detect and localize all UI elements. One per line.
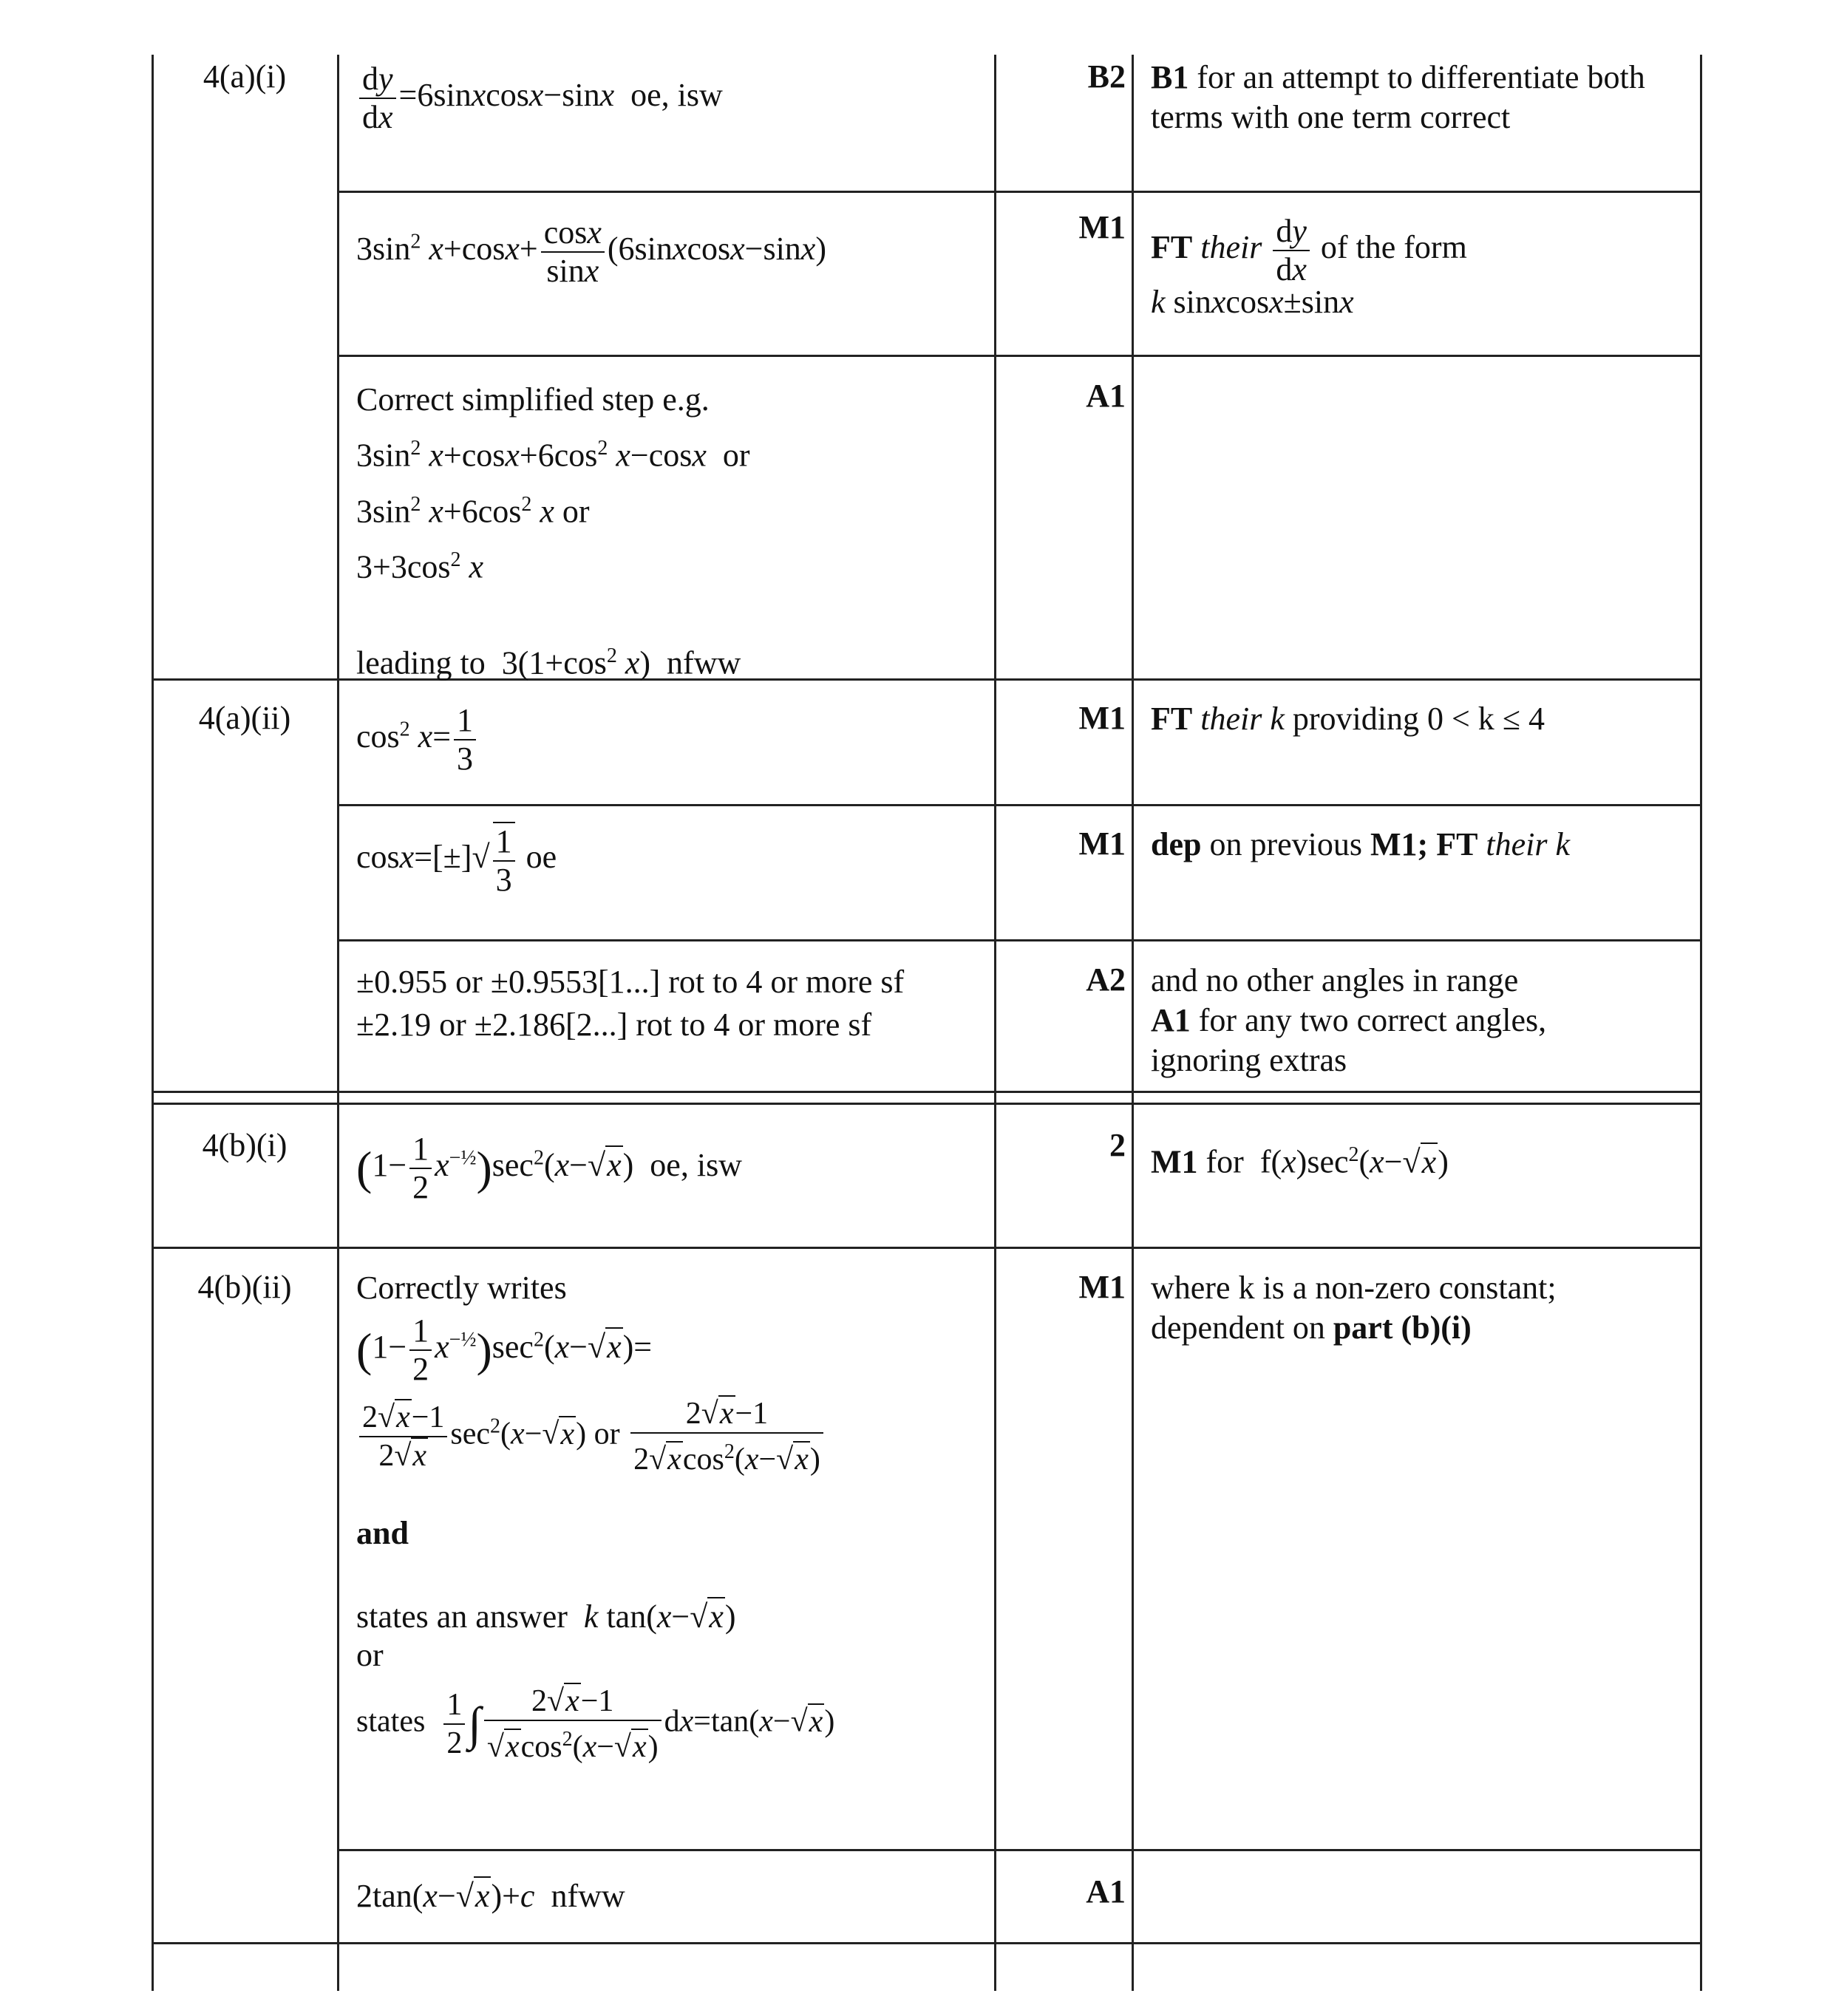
answer-line: leading to $3(1+\cos^2$ x) nfww xyxy=(356,644,741,681)
answer-line: ±2.19 or ±2.186[2...] rot to 4 or more sf xyxy=(356,1007,872,1043)
question-number: 4(b)(ii) xyxy=(197,1269,292,1305)
mark-code: B2 xyxy=(1087,58,1126,95)
guidance-cell: M1 for $f(x)\sec^2(x-√x)$ xyxy=(1151,1143,1449,1180)
column-divider-2 xyxy=(994,55,996,1991)
row-divider xyxy=(152,1942,1702,1944)
mark-code: A1 xyxy=(1086,1873,1126,1910)
answer-cell: $\frac{dy}{dx}$ =6sinxcosx−sinx oe, isw xyxy=(356,61,984,136)
table-border-left xyxy=(152,55,154,1991)
mark-code: A1 xyxy=(1086,378,1126,414)
answer-cell: cosx=[±]√ $\frac{1}{3}$ oe xyxy=(356,823,557,898)
answer-cell xyxy=(356,375,984,688)
mark-code: A2 xyxy=(1086,961,1126,998)
guidance-cell: where k is a non-zero constant; dependent on part (b)(i) xyxy=(1151,1270,1557,1346)
fraction: $\frac{\cos x}{\sin x}$ xyxy=(541,214,605,290)
answer-line: Correctly writes xyxy=(356,1270,567,1306)
answer-cell: $3\sin^2$ x+cosx+ $\frac{\cos x}{\sin x}$ (6sinxcosx−sinx) xyxy=(356,214,826,289)
guidance-cell: FT their $\frac{dy}{dx}$ of the form k sinxcosx±sinx xyxy=(1151,213,1467,320)
row-divider xyxy=(337,355,1702,357)
guidance-cell: dep on previous M1; FT their k xyxy=(1151,826,1571,862)
column-divider-1 xyxy=(337,55,339,1991)
column-divider-3 xyxy=(1132,55,1134,1991)
guidance-cell: B1 for an attempt to differentiate both terms with one term correct xyxy=(1151,59,1645,135)
section-divider xyxy=(152,1091,1702,1093)
answer-line: and xyxy=(356,1515,409,1551)
fraction: $\frac{1}{3}$ xyxy=(454,702,476,777)
answer-line: $3\sin^2$ $x+6\cos^2$ x or xyxy=(356,492,590,530)
answer-line: ±0.955 or ±0.9553[1...] rot to 4 or more sf xyxy=(356,964,905,1000)
section-divider xyxy=(152,1103,1702,1105)
mark-code: 2 xyxy=(1109,1127,1126,1163)
answer-line: $\frac{2√x-1}{2√x}$ $\sec^2(x-√x)$ or $\frac{2√x-1}{2√xcos^2(x-√x)}$ xyxy=(356,1395,984,1478)
answer-cell xyxy=(356,961,984,1046)
mark-code: M1 xyxy=(1078,825,1126,862)
answer-line: or xyxy=(356,1637,384,1673)
guidance-cell: and no other angles in range A1 for any two correct angles, ignoring extras xyxy=(1151,962,1547,1078)
answer-line: $3+3\cos^2$ x xyxy=(356,548,483,585)
fraction: $\frac{1}{2}$ xyxy=(409,1131,432,1206)
fraction: $\frac{2√x-1}{2√xcos^2(x-√x)}$ xyxy=(630,1395,823,1478)
row-divider xyxy=(337,939,1702,941)
fraction: $\frac{dy}{dx}$ xyxy=(1273,213,1310,288)
fraction: $\frac{2√x-1}{2√x}$ xyxy=(359,1399,447,1474)
row-divider xyxy=(337,1849,1702,1851)
row-divider xyxy=(337,191,1702,193)
question-number: 4(b)(i) xyxy=(202,1127,288,1163)
question-number: 4(a)(ii) xyxy=(198,700,291,736)
answer-cell: (1− $\frac{1}{2}$ $x^{-\frac{1}{2}})\sec^2(x-√x)$ oe, isw xyxy=(356,1131,742,1205)
fraction: $\frac{1}{2}$ xyxy=(443,1686,465,1762)
row-divider xyxy=(337,804,1702,806)
fraction: $\frac{dy}{dx}$ xyxy=(359,61,396,136)
answer-cell xyxy=(356,1268,984,1765)
answer-cell: 2tan(x−√x)+c nfww xyxy=(356,1878,625,1914)
fraction: $\frac{1}{3}$ xyxy=(493,822,515,899)
guidance-cell: FT their k providing 0 < k ≤ 4 xyxy=(1151,701,1545,737)
answer-line: Correct simplified step e.g. xyxy=(356,381,710,418)
answer-line: states an answer k tan(x−√x) xyxy=(356,1598,736,1635)
answer-line: (1− $\frac{1}{2}$ $x^{-\frac{1}{2}})\sec^2(x-√x)=$ xyxy=(356,1312,653,1387)
answer-line: states $\frac{1}{2}$ ∫ $\frac{2√x-1}{√xcos^2(x-√x)}$ dx=tan(x−√x) xyxy=(356,1684,835,1764)
question-number: 4(a)(i) xyxy=(203,58,287,95)
answer-cell: $\cos^2 x=$ $\frac{1}{3}$ xyxy=(356,702,984,777)
mark-code: M1 xyxy=(1078,1269,1126,1305)
answer-line: $3\sin^2$ $x+\cos x+6\cos^2$ x−cosx or xyxy=(356,437,750,474)
row-divider xyxy=(152,1247,1702,1249)
fraction: $\frac{2√x-1}{√xcos^2(x-√x)}$ xyxy=(484,1683,662,1765)
mark-code: M1 xyxy=(1078,700,1126,736)
fraction: $\frac{1}{2}$ xyxy=(409,1312,432,1388)
mark-code: M1 xyxy=(1078,209,1126,245)
